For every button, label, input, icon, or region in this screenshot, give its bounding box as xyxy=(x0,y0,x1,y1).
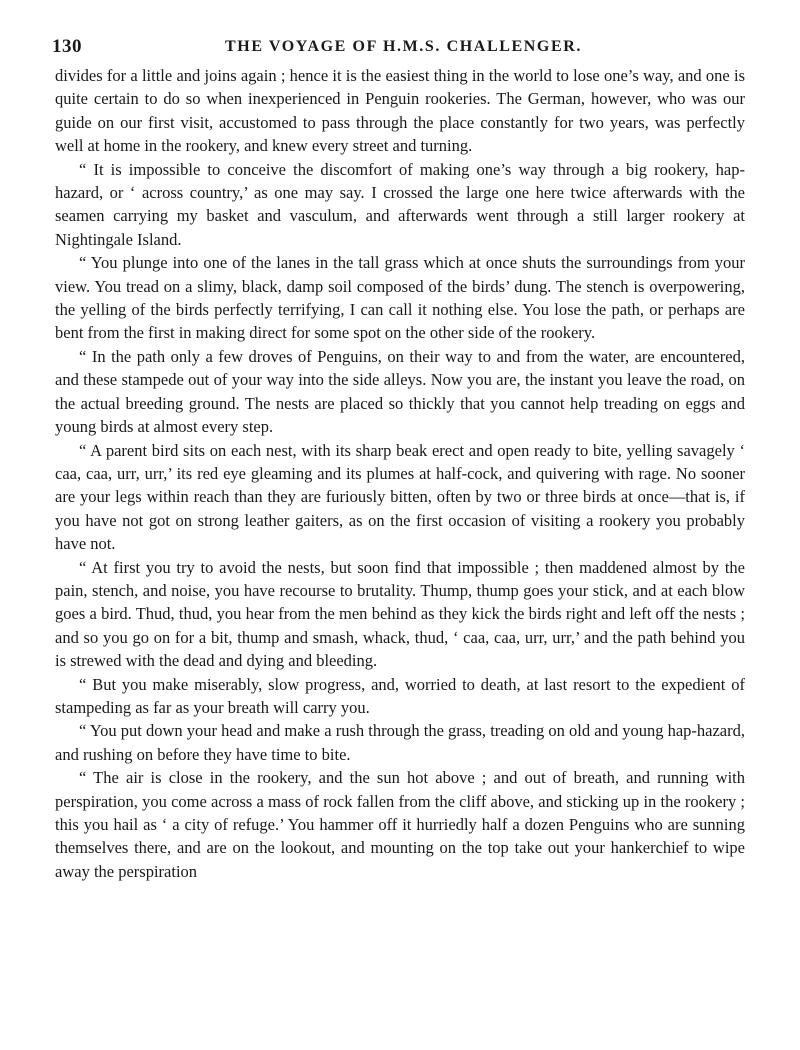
paragraph: “ But you make miserably, slow progress, and, worried to death, at last resort to the expedient of stampeding as far as your breath will carry you. xyxy=(55,674,745,717)
paragraph: “ In the path only a few droves of Penguins, on their way to and from the water, are encountered, and these stampede out of your way into the side alleys. Now you are, the instant you leave the road, on the actual breeding ground. The nests are placed so thickly that you cannot help treading on eggs and young birds at almost every step. xyxy=(55,346,745,437)
paragraph: “ At first you try to avoid the nests, but soon find that impossible ; then maddened almost by the pain, stench, and noise, you have recourse to brutality. Thump, thump goes your stick, and at each blow goes a bird. Thud, thud, you hear from the men behind as they kick the birds right and left off the nests ; and so you go on for a bit, thump and smash, whack, thud, ‘ caa, caa, urr, urr,’ and the path behind you is strewed with the dead and dying and bleeding. xyxy=(55,557,745,671)
paragraph: “ You put down your head and make a rush through the grass, treading on old and young hap-hazard, and rushing on before they have time to bite. xyxy=(55,721,745,764)
paragraph: “ The air is close in the rookery, and the sun hot above ; and out of breath, and running with perspiration, you come across a mass of rock fallen from the cliff above, and sticking up in the rookery ; this you hail as ‘ a city of refuge.’ You hammer off it hurriedly half a dozen Penguins who are sunning themselves there, and are on the lookout, and mounting on the top take out your hankerchief to wipe away the perspiration xyxy=(55,768,745,881)
running-title: THE VOYAGE OF H.M.S. CHALLENGER. xyxy=(225,38,583,55)
book-page xyxy=(52,28,745,883)
paragraph: “ A parent bird sits on each nest, with its sharp beak erect and open ready to bite, yelling savagely ‘ caa, caa, urr, urr,’ its red eye gleaming and its plumes at half-cock, and quivering with rage. No sooner are your legs within reach than they are furiously bitten, often by two or three birds at once—that is, if you have not got on strong leather gaiters, as on the first occasion of visiting a rookery you probably have not. xyxy=(55,440,745,554)
page-number: 130 xyxy=(52,36,82,57)
paragraph: divides for a little and joins again ; hence it is the easiest thing in the world to lose one’s way, and one is quite certain to do so when inexperienced in Penguin rookeries. The German, however, who was our guide on our first visit, accustomed to pass through the place constantly for two years, was perfectly well at home in the rookery, and knew every street and turning. xyxy=(55,66,745,156)
running-head xyxy=(52,28,745,64)
body-text xyxy=(55,64,745,883)
paragraph: “ It is impossible to conceive the discomfort of making one’s way through a big rookery, hap-hazard, or ‘ across country,’ as one may say. I crossed the large one here twice afterwards with the seamen carrying my basket and vasculum, and afterwards went through a still larger rookery at Nightingale Island. xyxy=(55,159,745,249)
paragraph: “ You plunge into one of the lanes in the tall grass which at once shuts the surroundings from your view. You tread on a slimy, black, damp soil composed of the birds’ dung. The stench is overpowering, the yelling of the birds perfectly terrifying, I can call it nothing else. You lose the path, or perhaps are bent from the first in making direct for some spot on the other side of the rookery. xyxy=(55,253,745,343)
